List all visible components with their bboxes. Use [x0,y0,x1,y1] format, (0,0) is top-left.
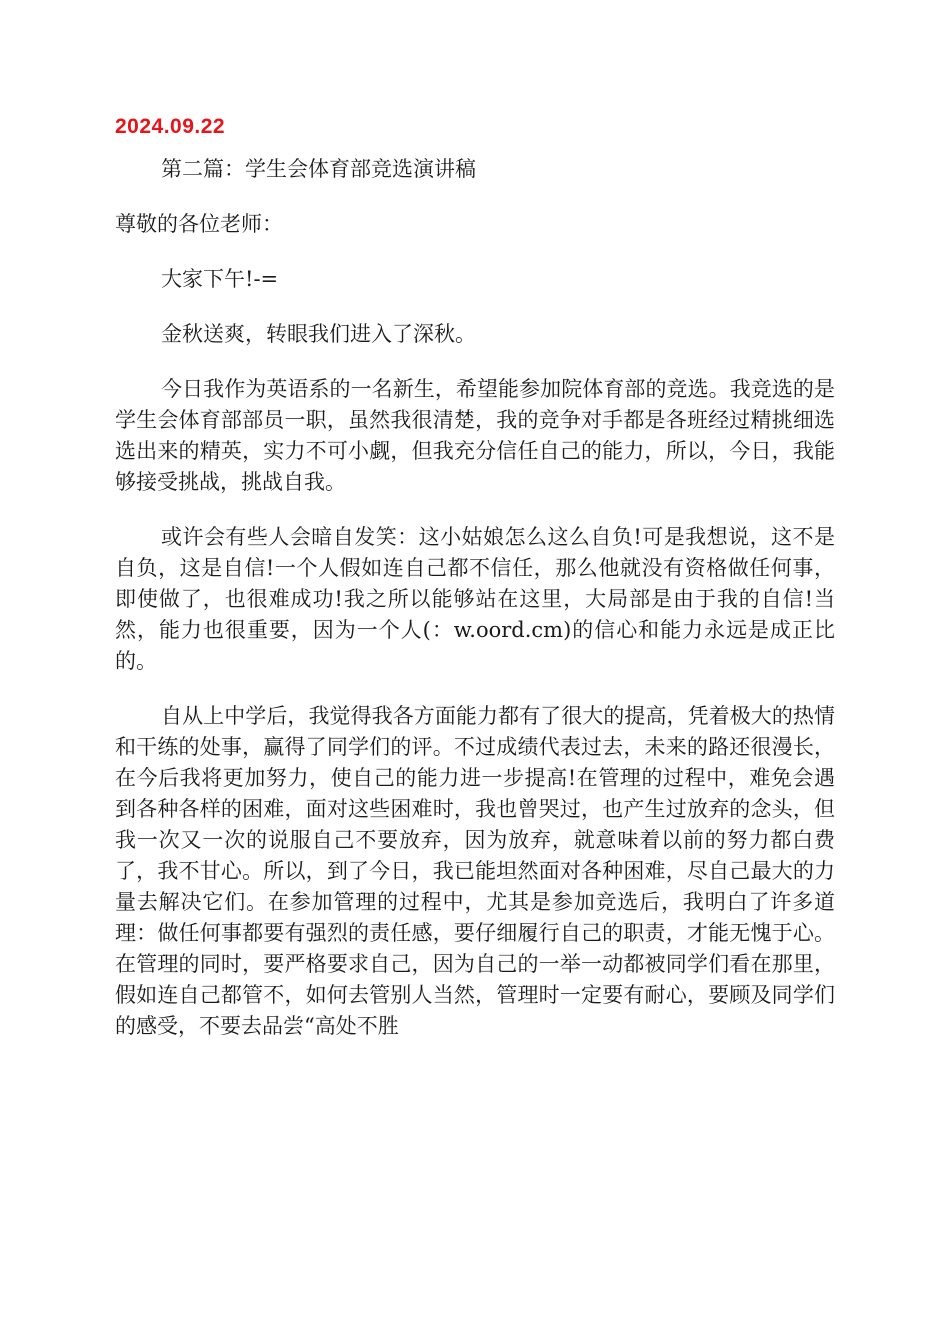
greeting: 大家下午!-= [161,267,279,291]
document-title: 第二篇：学生会体育部竞选演讲稿 [161,157,476,181]
paragraph-3: 或许会有些人会暗自发笑：这小姑娘怎么这么自负!可是我想说，这不是自负，这是自信!一个人假如连自己都不信任，那么他就没有资格做任何事，即使做了，也很难成功!我之所以能够站在这里，大局部是由于我的自信!当然，能力也很重要，因为一个人(：w.oord.cm)的信心和能力永远是成正比的。 [115,525,835,673]
paragraph-2: 今日我作为英语系的一名新生，希望能参加院体育部的竞选。我竞选的是学生会体育部部员一职，虽然我很清楚，我的竞争对手都是各班经过精挑细选选出来的精英，实力不可小觑，但我充分信任自己的能力，所以，今日，我能够接受挑战，挑战自我。 [115,377,835,494]
salutation: 尊敬的各位老师： [115,212,283,236]
document-page [115,112,835,1042]
paragraph-4: 自从上中学后，我觉得我各方面能力都有了很大的提高，凭着极大的热情和干练的处事，赢得了同学们的评。不过成绩代表过去，未来的路还很漫长，在今后我将更加努力，使自己的能力进一步提高!在管理的过程中，难免会遇到各种各样的困难，面对这些困难时，我也曾哭过，也产生过放弃的念头，但我一次又一次的说服自己不要放弃，因为放弃，就意味着以前的努力都白费了，我不甘心。所以，到了今日，我已能坦然面对各种困难，尽自己最大的力量去解决它们。在参加管理的过程中，尤其是参加竞选后，我明白了许多道理：做任何事都要有强烈的责任感，要仔细履行自己的职责，才能无愧于心。在管理的同时，要严格要求自己，因为自己的一举一动都被同学们看在那里，假如连自己都管不，如何去管别人当然，管理时一定要有耐心，要顾及同学们的感受，不要去品尝“高处不胜 [115,704,835,1038]
document-date: 2024.09.22 [115,115,226,138]
paragraph-1: 金秋送爽，转眼我们进入了深秋。 [161,322,476,346]
